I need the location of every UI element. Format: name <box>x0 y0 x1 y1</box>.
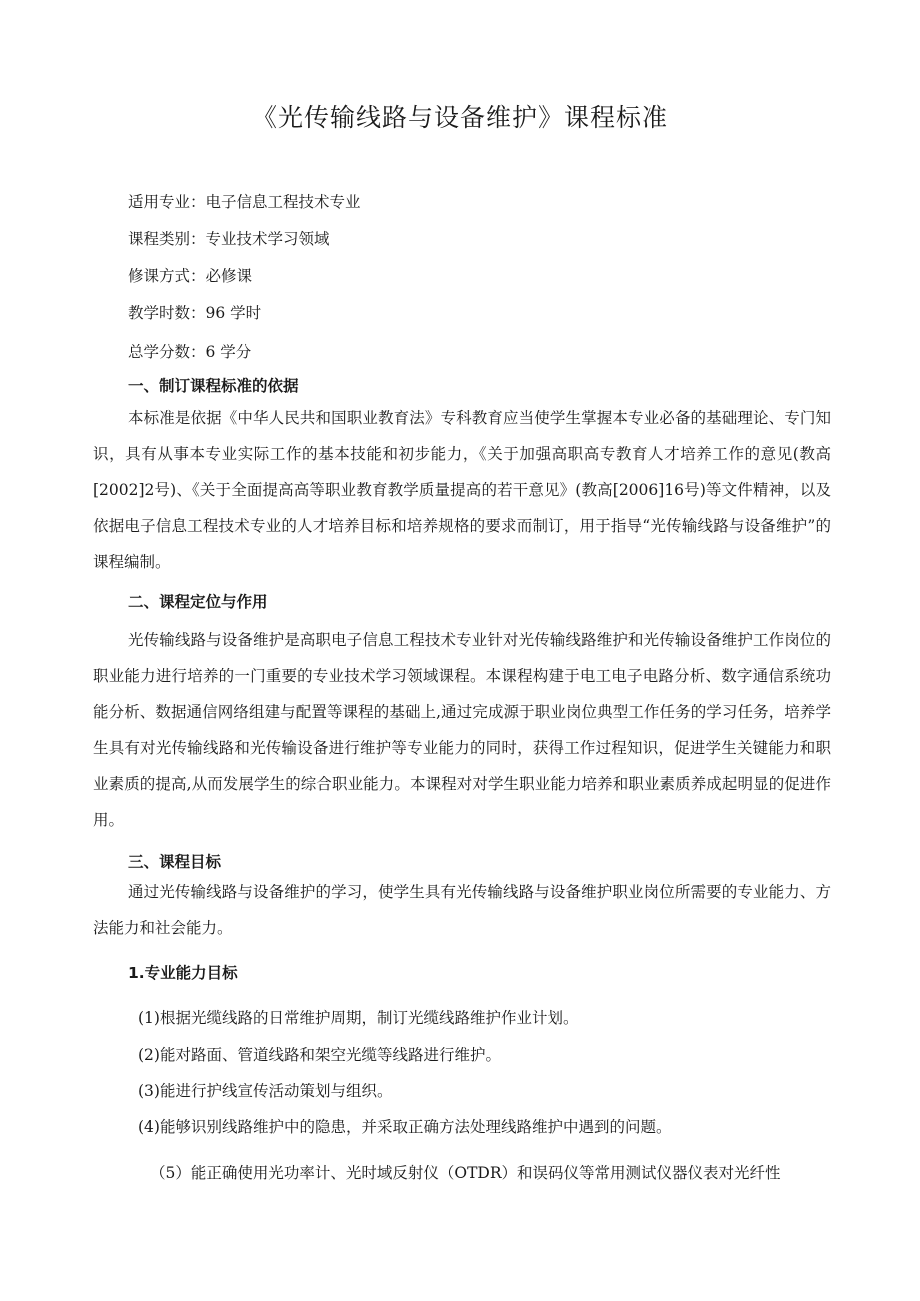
meta-credits: 总学分数：6 学分 <box>128 343 252 361</box>
section-3-heading: 三、课程目标 <box>128 853 222 871</box>
meta-study-mode: 修课方式：必修课 <box>128 267 253 285</box>
ability-item-2: (2)能对路面、管道线路和架空光缆等线路进行维护。 <box>138 1046 501 1064</box>
ability-item-1: (1)根据光缆线路的日常维护周期，制订光缆线路维护作业计划。 <box>138 1009 579 1027</box>
section-3-paragraph: 通过光传输线路与设备维护的学习，使学生具有光传输线路与设备维护职业岗位所需要的专业能力、方法能力和社会能力。 <box>93 883 831 937</box>
document-title: 《光传输线路与设备维护》课程标准 <box>251 103 668 132</box>
section-2-heading: 二、课程定位与作用 <box>128 593 268 611</box>
meta-course-category: 课程类别：专业技术学习领域 <box>128 230 330 248</box>
meta-teaching-hours: 教学时数：96 学时 <box>128 304 262 322</box>
ability-item-3: (3)能进行护线宣传活动策划与组织。 <box>138 1082 393 1100</box>
professional-ability-heading: 1.专业能力目标 <box>128 964 238 982</box>
meta-major: 适用专业：电子信息工程技术专业 <box>128 193 361 211</box>
ability-item-4: (4)能够识别线路维护中的隐患，并采取正确方法处理线路维护中遇到的问题。 <box>138 1118 672 1136</box>
section-2-paragraph: 光传输线路与设备维护是高职电子信息工程技术专业针对光传输线路维护和光传输设备维护工作岗位的职业能力进行培养的一门重要的专业技术学习领域课程。本课程构建于电工电子电路分析、数字通信系统功能分析、数据通信网络组建与配置等课程的基础上,通过完成源于职业岗位典型工作任务的学习任务，培养学生具有对光传输线路和光传输设备进行维护等专业能力的同时，获得工作过程知识，促进学生关键能力和职业素质的提高,从而发展学生的综合职业能力。本课程对对学生职业能力培养和职业素质养成起明显的促进作用。 <box>93 631 831 829</box>
ability-item-5: （5）能正确使用光功率计、光时域反射仪（OTDR）和误码仪等常用测试仪器仪表对光纤性 <box>150 1164 781 1182</box>
section-1-paragraph: 本标准是依据《中华人民共和国职业教育法》专科教育应当使学生掌握本专业必备的基础理论、专门知识，具有从事本专业实际工作的基本技能和初步能力，《关于加强高职高专教育人才培养工作的意见(教高[2002]2号)、《关于全面提高高等职业教育教学质量提高的若干意见》(教高[2006]16号)等文件精神，以及依据电子信息工程技术专业的人才培养目标和培养规格的要求而制订，用于指导“光传输线路与设备维护”的课程编制。 <box>93 409 831 571</box>
section-1-heading: 一、制订课程标准的依据 <box>128 377 299 395</box>
